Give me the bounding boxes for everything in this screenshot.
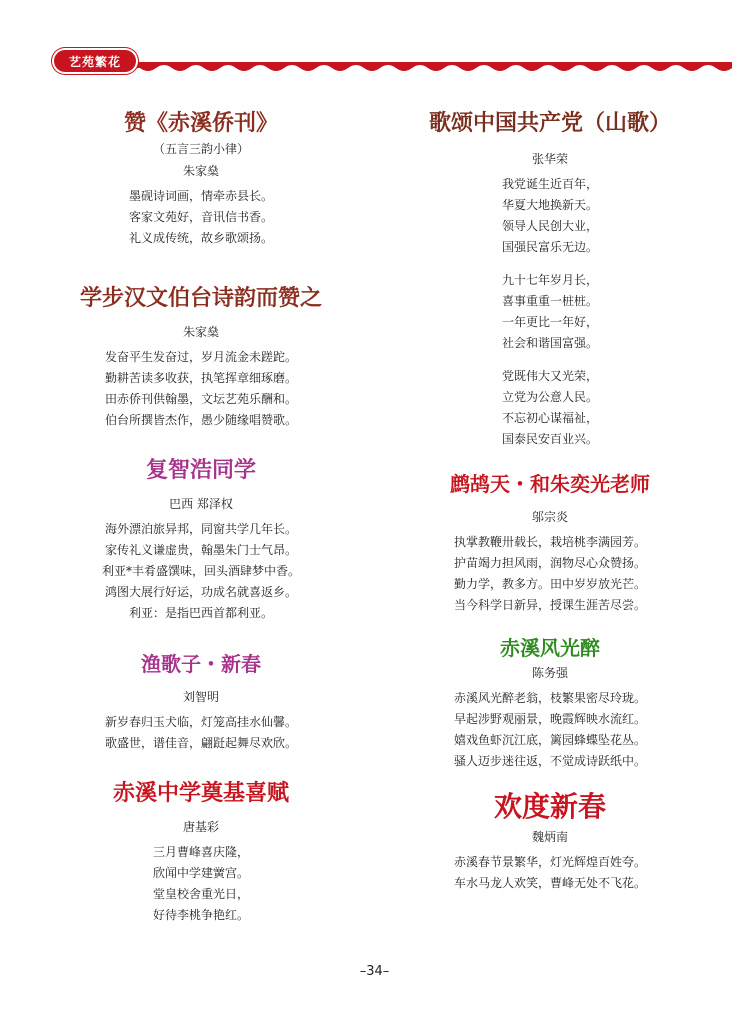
poem-author: 朱家燊 xyxy=(182,164,219,178)
poem-line: 党既伟大又光荣， xyxy=(501,369,598,383)
poem-line: 一年更比一年好， xyxy=(501,315,598,329)
poem-line: 礼义成传统，故乡歌颂扬。 xyxy=(128,231,273,245)
poem-line: 我党诞生近百年， xyxy=(501,177,598,191)
section-tag: 艺苑繁花 xyxy=(54,50,136,72)
poem-line: 当今科学日新异，授课生涯苦尽尝。 xyxy=(453,598,646,612)
poem-line: 喜事重重一桩桩。 xyxy=(501,294,598,308)
left-column xyxy=(56,110,346,926)
poem-line: 华夏大地换新天。 xyxy=(501,198,598,212)
poem-8 xyxy=(400,634,700,772)
right-column xyxy=(400,110,700,894)
poem-7 xyxy=(400,470,700,616)
poem-2 xyxy=(56,285,346,431)
poem-stanza xyxy=(400,366,700,450)
poem-author: 邬宗炎 xyxy=(531,510,568,524)
poem-line: 执掌教鞭卅载长，栽培桃李满园芳。 xyxy=(453,535,646,549)
poem-title: 复智浩同学 xyxy=(145,458,256,483)
poem-stanza xyxy=(400,174,700,258)
poem-title: 渔歌子・新春 xyxy=(141,652,261,676)
poem-title: 欢度新春 xyxy=(493,790,606,823)
poem-9 xyxy=(400,790,700,894)
poem-author: 朱家燊 xyxy=(182,325,219,339)
poem-line: 不忘初心谋福祉， xyxy=(501,411,598,425)
poem-line: 骚人迈步迷往返，不觉成诗跃纸中。 xyxy=(453,754,646,768)
poem-title: 鹧鸪天・和朱奕光老师 xyxy=(450,472,650,496)
poem-line: 田赤侨刊供翰墨，文坛艺苑乐酬和。 xyxy=(104,392,297,406)
poem-1 xyxy=(56,110,346,249)
poem-line: 堂皇校舍重光日， xyxy=(152,887,249,901)
poem-line: 车水马龙人欢笑，曹峰无处不飞花。 xyxy=(453,876,646,890)
poem-5 xyxy=(56,780,346,926)
poem-line: 家传礼义谦虚贵，翰墨朱门士气昂。 xyxy=(104,543,297,557)
poem-author: 刘智明 xyxy=(182,690,219,704)
poem-line: 三月曹峰喜庆隆， xyxy=(152,845,249,859)
poem-line: 早起涉野观丽景，晚霞辉映水流红。 xyxy=(453,712,646,726)
page-header xyxy=(0,0,749,80)
poem-line: 领导人民创大业， xyxy=(501,219,598,233)
poem-title: 赞《赤溪侨刊》 xyxy=(123,111,278,136)
poem-note: 利亚：是指巴西首都利亚。 xyxy=(128,606,273,620)
poem-6 xyxy=(400,110,700,450)
poem-line: 嬉戏鱼虾沉江底，篱园蜂蝶坠花丛。 xyxy=(453,733,646,747)
poem-line: 发奋平生发奋过，岁月流金未蹉跎。 xyxy=(104,350,297,364)
poem-subtitle: （五言三韵小律） xyxy=(152,142,249,156)
poem-line: 新岁春归玉犬临，灯笼高挂水仙馨。 xyxy=(104,715,297,729)
poem-title: 赤溪风光醉 xyxy=(500,636,600,660)
poem-author: 魏炳南 xyxy=(531,830,568,844)
poem-title: 歌颂中国共产党（山歌） xyxy=(428,111,671,136)
poem-line: 勤力学，教多方。田中岁岁放光芒。 xyxy=(453,577,646,591)
poem-line: 利亚*丰肴盛馔味，回头酒肆梦中香。 xyxy=(101,564,300,578)
poem-line: 国强民富乐无边。 xyxy=(501,240,598,254)
poem-author: 唐基彩 xyxy=(182,820,219,834)
poem-line: 国泰民安百业兴。 xyxy=(501,432,598,446)
poem-title: 赤溪中学奠基喜赋 xyxy=(112,781,289,806)
poem-line: 九十七年岁月长， xyxy=(501,273,598,287)
poem-line: 客家文苑好，音讯信书香。 xyxy=(128,210,273,224)
poem-author: 巴西 郑泽权 xyxy=(169,497,233,511)
poem-author: 张华荣 xyxy=(531,152,568,166)
poem-line: 欣闻中学建黉宫。 xyxy=(152,866,249,880)
poem-author: 陈务强 xyxy=(531,666,568,680)
poem-line: 歌盛世，谱佳音，翩跹起舞尽欢欣。 xyxy=(104,736,297,750)
poem-line: 护苗竭力担风雨，润物尽心众赞扬。 xyxy=(453,556,646,570)
poem-line: 海外漂泊旅异邦，同窗共学几年长。 xyxy=(104,522,297,536)
poem-stanza xyxy=(400,270,700,354)
poem-3 xyxy=(56,457,346,624)
poem-title: 学步汉文伯台诗韵而赞之 xyxy=(79,286,322,311)
poem-line: 赤溪春节景繁华，灯光辉煌百姓夸。 xyxy=(453,855,646,869)
poem-line: 鸿图大展行好运，功成名就喜返乡。 xyxy=(104,585,297,599)
poem-line: 伯台所撰皆杰作，愚少随缘唱赞歌。 xyxy=(104,413,297,427)
poem-line: 墨砚诗词画，情牵赤县长。 xyxy=(128,189,273,203)
poem-line: 勤耕苦读多收获，执笔挥章细琢磨。 xyxy=(104,371,297,385)
poem-line: 社会和谐国富强。 xyxy=(501,336,598,350)
poem-line: 立党为公意人民。 xyxy=(501,390,598,404)
page-number: –34– xyxy=(359,964,390,979)
poem-4 xyxy=(56,650,346,754)
wavy-rule xyxy=(136,58,732,74)
poem-line: 赤溪风光醉老翁，枝繁果密尽玲珑。 xyxy=(453,691,646,705)
poem-line: 好待李桃争艳红。 xyxy=(152,908,249,922)
